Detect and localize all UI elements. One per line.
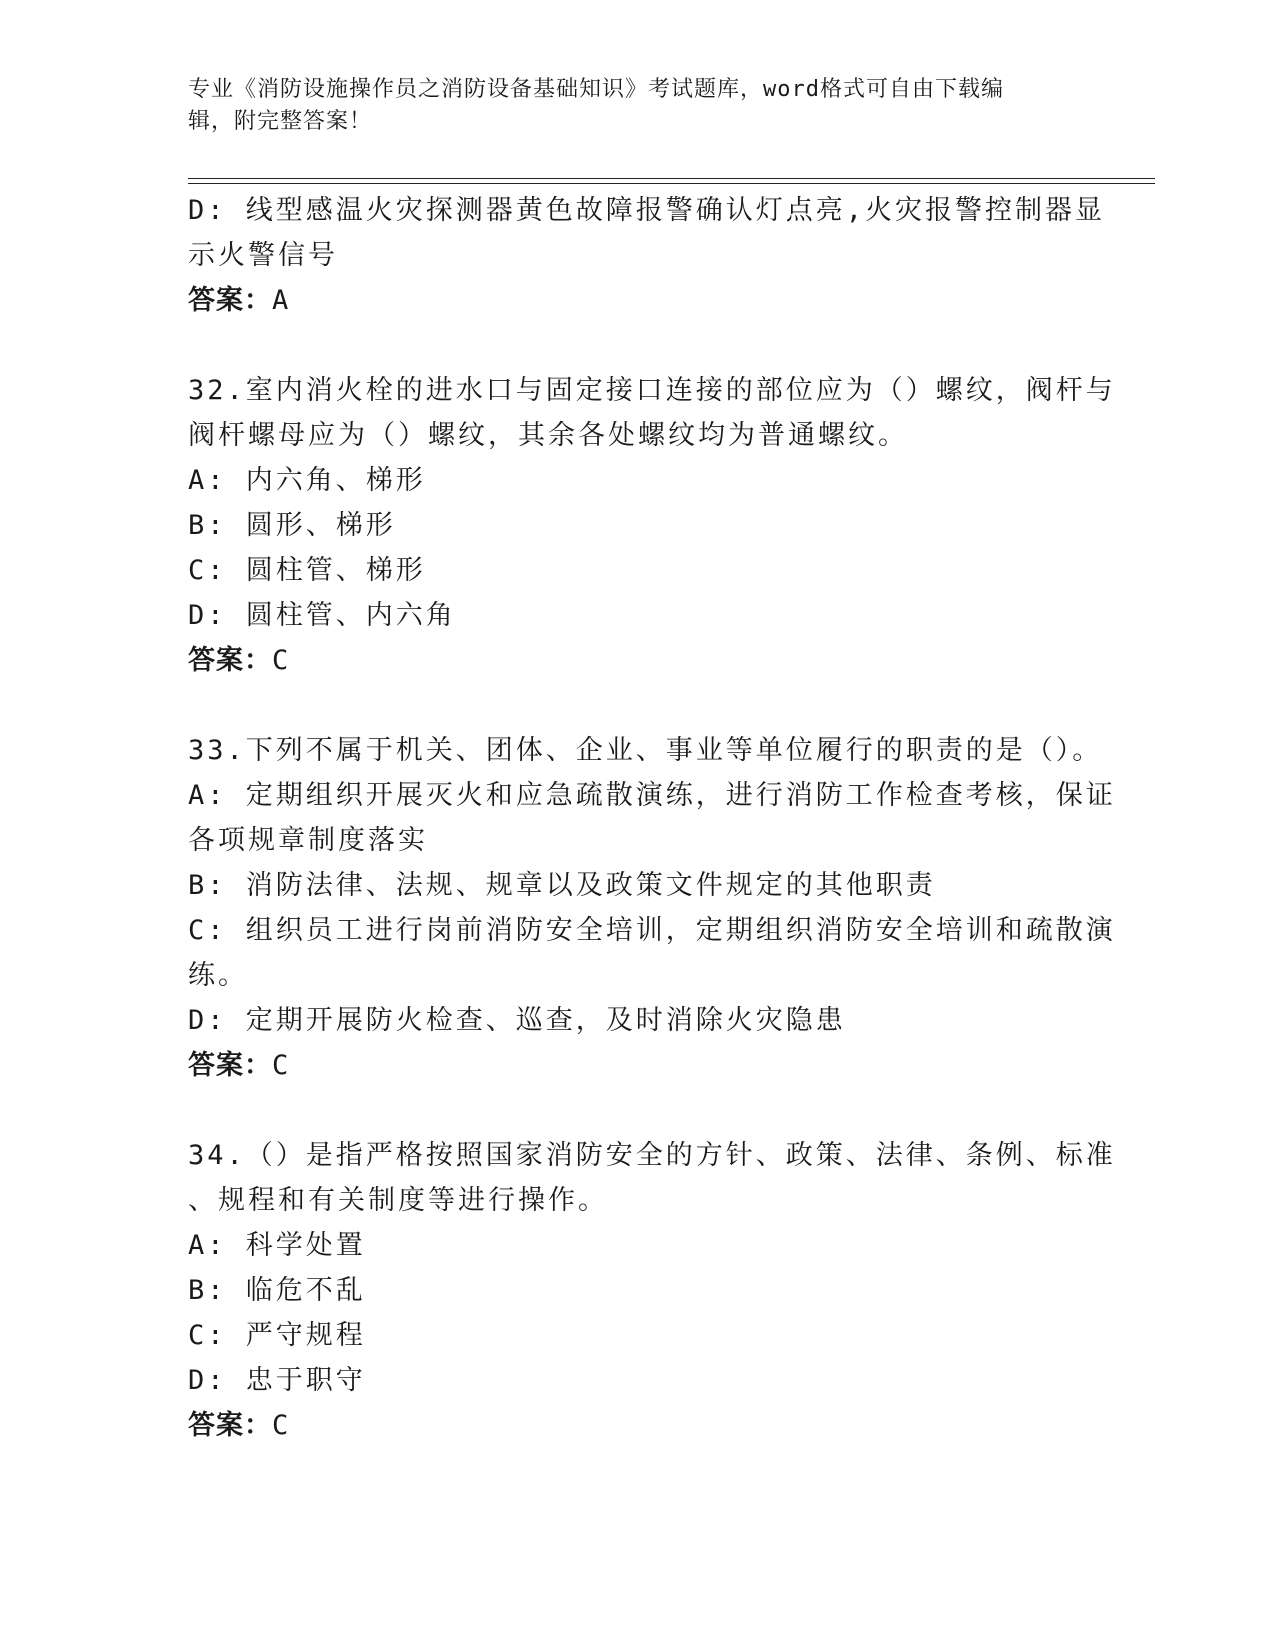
option-a-continued: 各项规章制度落实 — [188, 825, 428, 856]
option-b: B: 消防法律、法规、规章以及政策文件规定的其他职责 — [188, 870, 936, 901]
option-b: B: 圆形、梯形 — [188, 510, 396, 541]
option-a: A: 定期组织开展灭火和应急疏散演练，进行消防工作检查考核，保证 — [188, 780, 1116, 811]
question-31-tail — [188, 188, 1106, 323]
question-stem: 33.下列不属于机关、团体、企业、事业等单位履行的职责的是（）。 — [188, 735, 1103, 766]
option-d: D: 线型感温火灾探测器黄色故障报警确认灯点亮,火灾报警控制器显 — [188, 195, 1106, 226]
option-a: A: 科学处置 — [188, 1230, 366, 1261]
option-d: D: 定期开展防火检查、巡查，及时消除火灾隐患 — [188, 1005, 846, 1036]
answer-value: C — [272, 645, 292, 676]
option-b: B: 临危不乱 — [188, 1275, 366, 1306]
header-line-2: 辑，附完整答案！ — [188, 109, 373, 134]
answer-line — [188, 1043, 1088, 1088]
header-divider-top — [188, 178, 1155, 179]
spacer — [188, 1088, 1088, 1133]
answer-line — [188, 278, 1088, 323]
header-line-1: 专业《消防设施操作员之消防设备基础知识》考试题库，word格式可自由下载编 — [188, 77, 1004, 102]
spacer — [188, 683, 1088, 728]
answer-value: A — [272, 285, 292, 316]
option-c: C: 严守规程 — [188, 1320, 366, 1351]
question-stem-continued: 、规程和有关制度等进行操作。 — [188, 1185, 608, 1216]
option-d: D: 圆柱管、内六角 — [188, 600, 456, 631]
option-d-continued: 示火警信号 — [188, 240, 338, 271]
answer-value: C — [272, 1050, 292, 1081]
question-list — [188, 188, 1116, 1448]
question-34 — [188, 1133, 1116, 1448]
document-header — [188, 74, 1088, 138]
question-33 — [188, 728, 1116, 1088]
answer-value: C — [272, 1410, 292, 1441]
option-a: A: 内六角、梯形 — [188, 465, 426, 496]
answer-label: 答案： — [188, 285, 272, 316]
answer-line — [188, 1403, 1088, 1448]
option-c: C: 圆柱管、梯形 — [188, 555, 426, 586]
answer-label: 答案： — [188, 645, 272, 676]
question-stem: 34.（）是指严格按照国家消防安全的方针、政策、法律、条例、标准 — [188, 1140, 1116, 1171]
question-32 — [188, 368, 1116, 683]
question-stem: 32.室内消火栓的进水口与固定接口连接的部位应为（）螺纹，阀杆与 — [188, 375, 1116, 406]
header-divider-bottom — [188, 183, 1155, 184]
spacer — [188, 323, 1088, 368]
option-c: C: 组织员工进行岗前消防安全培训，定期组织消防安全培训和疏散演 — [188, 915, 1116, 946]
answer-line — [188, 638, 1088, 683]
option-c-continued: 练。 — [188, 960, 248, 991]
answer-label: 答案： — [188, 1410, 272, 1441]
option-d: D: 忠于职守 — [188, 1365, 366, 1396]
answer-label: 答案： — [188, 1050, 272, 1081]
question-stem-continued: 阀杆螺母应为（）螺纹，其余各处螺纹均为普通螺纹。 — [188, 420, 908, 451]
